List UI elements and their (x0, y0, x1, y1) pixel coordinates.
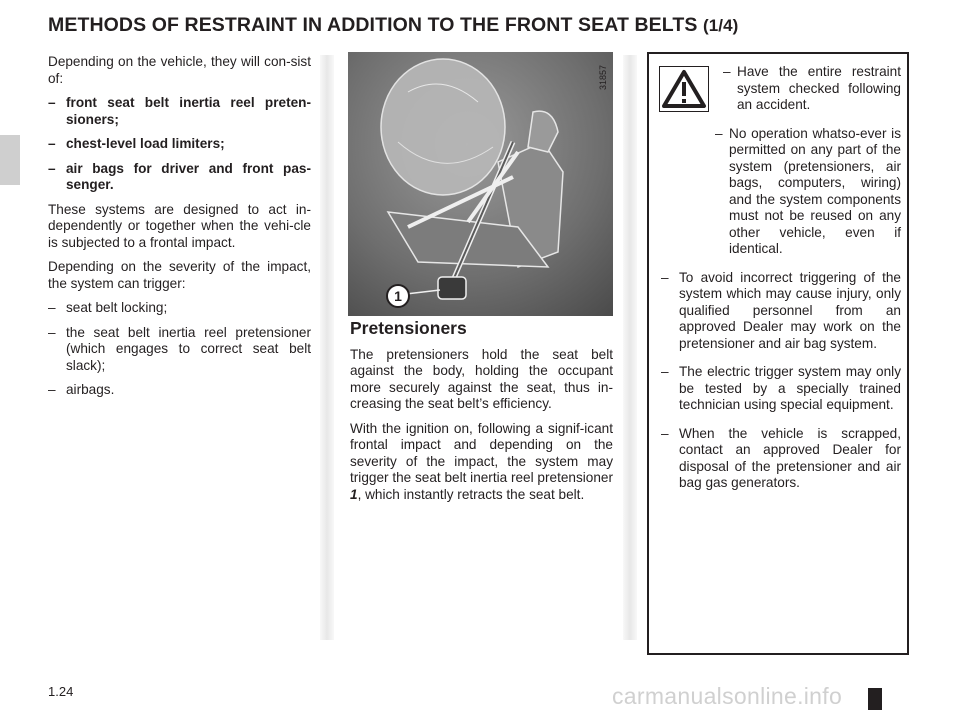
list-item: – airbags. (48, 382, 115, 397)
list-item: – the seat belt inertia reel pretensioner (which engages to correct seat belt slack); (48, 324, 311, 373)
callout-1: 1 (386, 284, 410, 308)
figure-code: 31857 (598, 64, 608, 90)
intro-text: Depending on the vehicle, they will con-sist of: (48, 54, 311, 86)
pretensioner-illustration (348, 52, 613, 316)
warning-item: – When the vehicle is scrapped, contact an approved Dealer for disposal of the pretensioner and air bag gas generators. (661, 425, 901, 490)
list-item: – front seat belt inertia reel preten-sioners; (48, 95, 311, 127)
section-side-tab (0, 135, 20, 185)
title-part: (1/4) (702, 16, 739, 35)
page-number: 1.24 (48, 684, 74, 699)
column-gutter (320, 55, 334, 640)
list-item: – air bags for driver and front pas-senger. (48, 160, 311, 192)
reference-number: 1 (350, 486, 358, 502)
page-title (48, 14, 738, 37)
warning-item: – The electric trigger system may only be tested by a specially trained technician using special equipment. (661, 364, 901, 412)
warning-item: – Have the entire restraint system checked following an accident. (723, 64, 901, 112)
page-corner-mark (868, 688, 882, 710)
paragraph: Depending on the severity of the impact, the system can trigger: (48, 259, 311, 291)
list-item: – seat belt locking; (48, 300, 168, 315)
title-main: METHODS OF RESTRAINT IN ADDITION TO THE FRONT SEAT BELTS (48, 14, 698, 36)
warning-box (647, 52, 909, 655)
warning-text (661, 64, 901, 504)
warning-item: – No operation whatso-ever is permitted on any part of the system (pretensioners, air bags, computers, wiring) and the system components must not be reused on any other vehicle, even if identical. (715, 125, 901, 256)
left-column (48, 54, 311, 407)
paragraph: The pretensioners hold the seat belt against the body, holding the occupant more securely against the seat, thus in-creasing the seat belt’s efficiency. (350, 346, 613, 411)
middle-column (350, 320, 613, 511)
column-gutter (623, 55, 637, 640)
watermark-site: carmanualsonline.info (612, 683, 843, 709)
warning-item: – To avoid incorrect triggering of the system which may cause injury, only qualified personnel from an approved Dealer may work on the pretensioner and air bag system. (661, 269, 901, 351)
paragraph: These systems are designed to act in-dependently or together when the vehi-cle is subjected to a frontal impact. (48, 201, 311, 250)
list-item: – chest-level load limiters; (48, 136, 225, 151)
section-heading: Pretensioners (350, 318, 467, 338)
paragraph: With the ignition on, following a signif-icant frontal impact and depending on the severity of the impact, the system may trigger the seat belt inertia reel pretensioner 1, which instantly retracts the seat belt. (350, 420, 613, 502)
seat-airbag-drawing (348, 52, 613, 316)
